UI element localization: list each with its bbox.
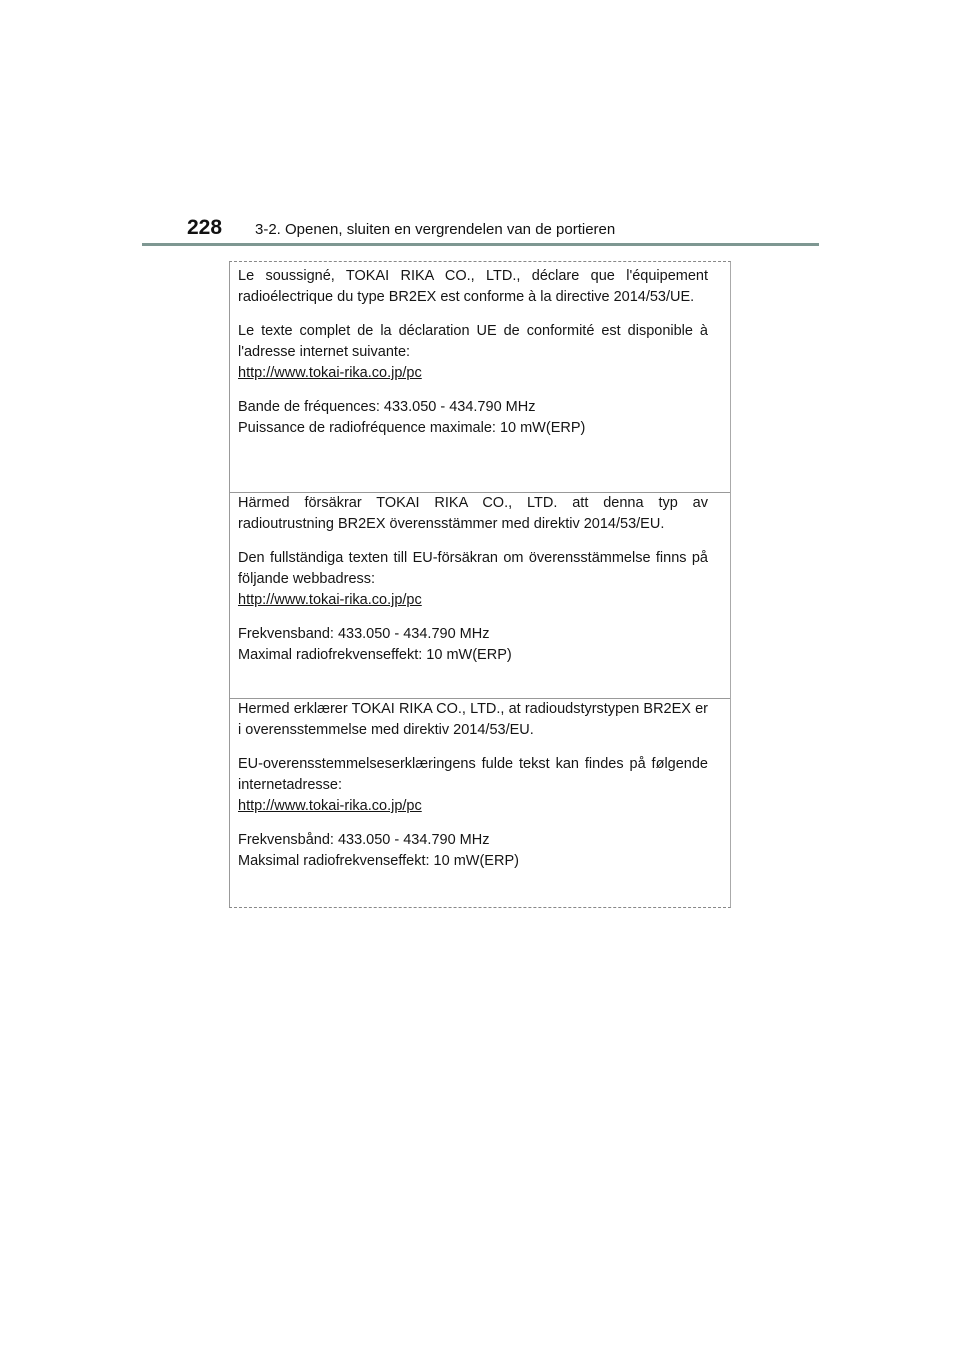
declaration-box [229,261,731,908]
frequency-band: Frekvensband: 433.050 - 434.790 MHz [238,626,490,642]
declaration-swedish [230,492,730,666]
declaration-availability: Den fullständiga texten till EU-försäkran om överensstämmelse finns på följande webbadress: [238,550,708,587]
max-power: Maksimal radiofrekvenseffekt: 10 mW(ERP) [238,853,519,869]
frequency-band: Frekvensbånd: 433.050 - 434.790 MHz [238,832,490,848]
declaration-url-link[interactable]: http://www.tokai-rika.co.jp/pc [238,365,422,381]
declaration-statement: Le soussigné, TOKAI RIKA CO., LTD., déclare que l'équipement radioélectrique du type BR2EX est conforme à la directive 2014/53/UE. [238,268,708,305]
section-title: 3-2. Openen, sluiten en vergrendelen van de portieren [255,221,616,238]
page-header [187,216,615,240]
page-number: 228 [187,216,223,239]
declaration-statement: Härmed försäkrar TOKAI RIKA CO., LTD. att denna typ av radioutrustning BR2EX överensstämmer med direktiv 2014/53/EU. [238,495,708,532]
frequency-band: Bande de fréquences: 433.050 - 434.790 MHz [238,399,536,415]
declaration-danish [230,698,730,872]
declaration-url-link[interactable]: http://www.tokai-rika.co.jp/pc [238,798,422,814]
declaration-url-link[interactable]: http://www.tokai-rika.co.jp/pc [238,592,422,608]
max-power: Puissance de radiofréquence maximale: 10 mW(ERP) [238,420,586,436]
declaration-availability: EU-overensstemmelseserklæringens fulde tekst kan findes på følgende internetadresse: [238,756,708,793]
declaration-statement: Hermed erklærer TOKAI RIKA CO., LTD., at radioudstyrstypen BR2EX er i overensstemmelse med direktiv 2014/53/EU. [238,701,708,738]
max-power: Maximal radiofrekvenseffekt: 10 mW(ERP) [238,647,512,663]
declaration-french [230,266,730,439]
declaration-availability: Le texte complet de la déclaration UE de conformité est disponible à l'adresse internet suivante: [238,323,708,360]
header-rule [142,243,819,246]
